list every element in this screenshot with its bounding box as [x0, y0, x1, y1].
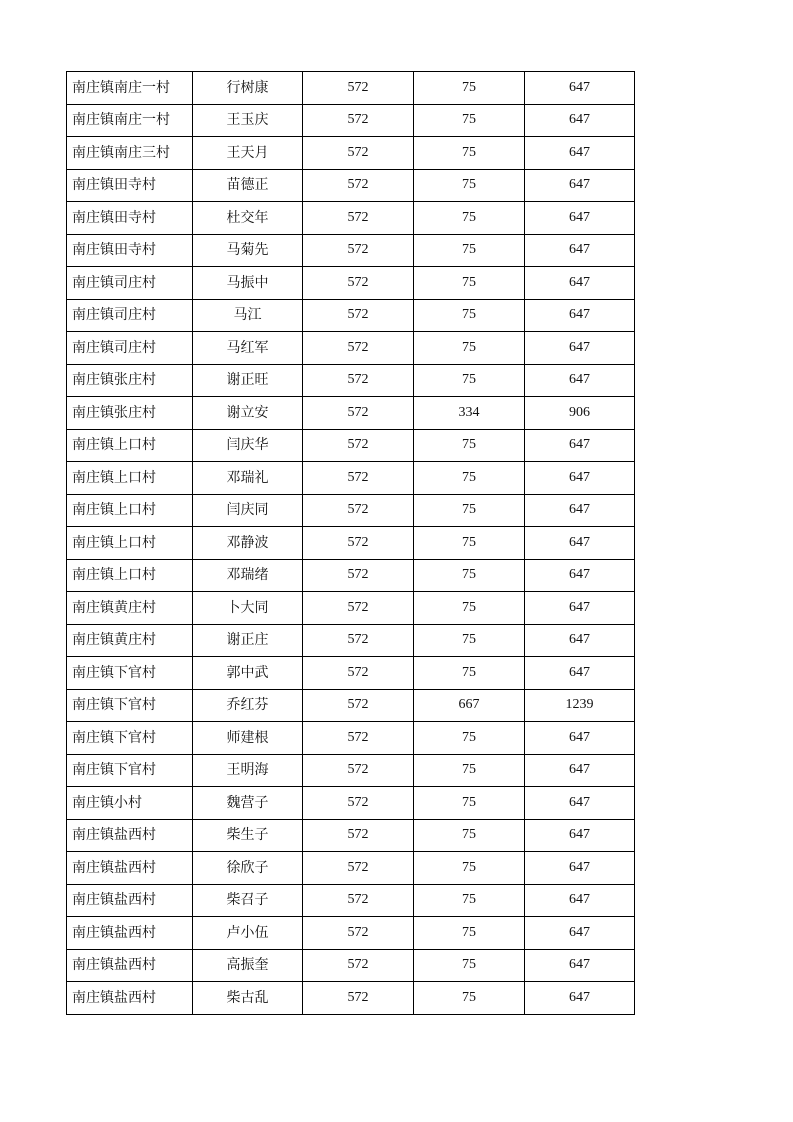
- amount-b-cell: 75: [414, 624, 525, 657]
- person-name-cell: 苗德正: [193, 169, 303, 202]
- amount-b-cell: 75: [414, 852, 525, 885]
- table-row: [67, 429, 635, 462]
- amount-a-cell: 572: [303, 624, 414, 657]
- amount-a-cell: 572: [303, 397, 414, 430]
- total-cell: 647: [525, 624, 635, 657]
- person-name-cell: 谢立安: [193, 397, 303, 430]
- total-cell: 647: [525, 72, 635, 105]
- table-row: [67, 234, 635, 267]
- total-cell: 647: [525, 299, 635, 332]
- total-cell: 647: [525, 592, 635, 625]
- table-row: [67, 299, 635, 332]
- total-cell: 647: [525, 722, 635, 755]
- amount-a-cell: 572: [303, 462, 414, 495]
- total-cell: 647: [525, 917, 635, 950]
- village-cell: 南庄镇黄庄村: [67, 592, 193, 625]
- table-row: [67, 884, 635, 917]
- village-cell: 南庄镇下官村: [67, 657, 193, 690]
- person-name-cell: 高振奎: [193, 949, 303, 982]
- village-cell: 南庄镇张庄村: [67, 397, 193, 430]
- total-cell: 647: [525, 364, 635, 397]
- amount-a-cell: 572: [303, 592, 414, 625]
- amount-a-cell: 572: [303, 917, 414, 950]
- village-cell: 南庄镇盐西村: [67, 852, 193, 885]
- person-name-cell: 马红军: [193, 332, 303, 365]
- amount-a-cell: 572: [303, 364, 414, 397]
- amount-a-cell: 572: [303, 234, 414, 267]
- total-cell: 647: [525, 982, 635, 1015]
- village-cell: 南庄镇司庄村: [67, 332, 193, 365]
- table-row: [67, 169, 635, 202]
- amount-a-cell: 572: [303, 819, 414, 852]
- person-name-cell: 马菊先: [193, 234, 303, 267]
- amount-a-cell: 572: [303, 722, 414, 755]
- amount-a-cell: 572: [303, 884, 414, 917]
- amount-b-cell: 75: [414, 949, 525, 982]
- amount-b-cell: 75: [414, 332, 525, 365]
- table-row: [67, 657, 635, 690]
- table-row: [67, 494, 635, 527]
- table-row: [67, 397, 635, 430]
- person-name-cell: 徐欣子: [193, 852, 303, 885]
- amount-a-cell: 572: [303, 332, 414, 365]
- person-name-cell: 闫庆同: [193, 494, 303, 527]
- table-row: [67, 462, 635, 495]
- amount-b-cell: 667: [414, 689, 525, 722]
- amount-b-cell: 75: [414, 559, 525, 592]
- amount-b-cell: 75: [414, 72, 525, 105]
- table-row: [67, 72, 635, 105]
- person-name-cell: 魏营子: [193, 787, 303, 820]
- table-row: [67, 332, 635, 365]
- person-name-cell: 邓静波: [193, 527, 303, 560]
- person-name-cell: 邓瑞礼: [193, 462, 303, 495]
- person-name-cell: 郭中武: [193, 657, 303, 690]
- village-cell: 南庄镇田寺村: [67, 234, 193, 267]
- village-cell: 南庄镇下官村: [67, 689, 193, 722]
- amount-b-cell: 75: [414, 787, 525, 820]
- person-name-cell: 谢正庄: [193, 624, 303, 657]
- person-name-cell: 杜交年: [193, 202, 303, 235]
- person-name-cell: 马振中: [193, 267, 303, 300]
- village-cell: 南庄镇上口村: [67, 527, 193, 560]
- amount-a-cell: 572: [303, 982, 414, 1015]
- amount-b-cell: 75: [414, 917, 525, 950]
- amount-b-cell: 75: [414, 202, 525, 235]
- total-cell: 647: [525, 559, 635, 592]
- table-row: [67, 104, 635, 137]
- total-cell: 647: [525, 104, 635, 137]
- village-cell: 南庄镇南庄三村: [67, 137, 193, 170]
- person-name-cell: 闫庆华: [193, 429, 303, 462]
- total-cell: 647: [525, 527, 635, 560]
- village-cell: 南庄镇司庄村: [67, 299, 193, 332]
- person-name-cell: 师建根: [193, 722, 303, 755]
- village-cell: 南庄镇上口村: [67, 429, 193, 462]
- village-cell: 南庄镇下官村: [67, 722, 193, 755]
- total-cell: 647: [525, 267, 635, 300]
- amount-a-cell: 572: [303, 267, 414, 300]
- total-cell: 647: [525, 787, 635, 820]
- amount-b-cell: 75: [414, 527, 525, 560]
- table-body: [67, 72, 635, 1015]
- person-name-cell: 谢正旺: [193, 364, 303, 397]
- amount-b-cell: 75: [414, 169, 525, 202]
- table-row: [67, 202, 635, 235]
- amount-b-cell: 75: [414, 137, 525, 170]
- village-cell: 南庄镇张庄村: [67, 364, 193, 397]
- data-table: [66, 71, 635, 1015]
- village-cell: 南庄镇黄庄村: [67, 624, 193, 657]
- total-cell: 647: [525, 657, 635, 690]
- village-cell: 南庄镇田寺村: [67, 169, 193, 202]
- person-name-cell: 王明海: [193, 754, 303, 787]
- village-cell: 南庄镇上口村: [67, 462, 193, 495]
- village-cell: 南庄镇司庄村: [67, 267, 193, 300]
- amount-a-cell: 572: [303, 852, 414, 885]
- village-cell: 南庄镇盐西村: [67, 819, 193, 852]
- village-cell: 南庄镇盐西村: [67, 917, 193, 950]
- person-name-cell: 柴古乱: [193, 982, 303, 1015]
- table-row: [67, 527, 635, 560]
- amount-b-cell: 334: [414, 397, 525, 430]
- table-row: [67, 982, 635, 1015]
- total-cell: 647: [525, 949, 635, 982]
- amount-b-cell: 75: [414, 234, 525, 267]
- table-row: [67, 917, 635, 950]
- amount-a-cell: 572: [303, 657, 414, 690]
- person-name-cell: 乔红芬: [193, 689, 303, 722]
- amount-a-cell: 572: [303, 527, 414, 560]
- person-name-cell: 王玉庆: [193, 104, 303, 137]
- table-row: [67, 852, 635, 885]
- village-cell: 南庄镇盐西村: [67, 949, 193, 982]
- total-cell: 647: [525, 429, 635, 462]
- total-cell: 1239: [525, 689, 635, 722]
- total-cell: 647: [525, 202, 635, 235]
- amount-a-cell: 572: [303, 559, 414, 592]
- table-row: [67, 689, 635, 722]
- amount-a-cell: 572: [303, 202, 414, 235]
- amount-a-cell: 572: [303, 787, 414, 820]
- amount-b-cell: 75: [414, 299, 525, 332]
- total-cell: 647: [525, 852, 635, 885]
- total-cell: 906: [525, 397, 635, 430]
- amount-b-cell: 75: [414, 462, 525, 495]
- total-cell: 647: [525, 754, 635, 787]
- person-name-cell: 行树康: [193, 72, 303, 105]
- amount-a-cell: 572: [303, 299, 414, 332]
- village-cell: 南庄镇小村: [67, 787, 193, 820]
- amount-a-cell: 572: [303, 754, 414, 787]
- amount-b-cell: 75: [414, 592, 525, 625]
- person-name-cell: 卢小伍: [193, 917, 303, 950]
- total-cell: 647: [525, 462, 635, 495]
- amount-b-cell: 75: [414, 819, 525, 852]
- amount-b-cell: 75: [414, 884, 525, 917]
- village-cell: 南庄镇盐西村: [67, 884, 193, 917]
- amount-b-cell: 75: [414, 722, 525, 755]
- person-name-cell: 柴召子: [193, 884, 303, 917]
- total-cell: 647: [525, 169, 635, 202]
- village-cell: 南庄镇南庄一村: [67, 104, 193, 137]
- person-name-cell: 王天月: [193, 137, 303, 170]
- amount-a-cell: 572: [303, 949, 414, 982]
- village-cell: 南庄镇上口村: [67, 494, 193, 527]
- person-name-cell: 邓瑞绪: [193, 559, 303, 592]
- village-cell: 南庄镇上口村: [67, 559, 193, 592]
- table-row: [67, 949, 635, 982]
- total-cell: 647: [525, 332, 635, 365]
- table-row: [67, 137, 635, 170]
- table-row: [67, 754, 635, 787]
- village-cell: 南庄镇田寺村: [67, 202, 193, 235]
- table-row: [67, 592, 635, 625]
- village-cell: 南庄镇盐西村: [67, 982, 193, 1015]
- amount-a-cell: 572: [303, 689, 414, 722]
- table-row: [67, 722, 635, 755]
- amount-b-cell: 75: [414, 754, 525, 787]
- amount-b-cell: 75: [414, 494, 525, 527]
- amount-b-cell: 75: [414, 982, 525, 1015]
- table-row: [67, 787, 635, 820]
- amount-a-cell: 572: [303, 72, 414, 105]
- person-name-cell: 柴生子: [193, 819, 303, 852]
- amount-b-cell: 75: [414, 104, 525, 137]
- table-row: [67, 559, 635, 592]
- amount-a-cell: 572: [303, 137, 414, 170]
- village-cell: 南庄镇南庄一村: [67, 72, 193, 105]
- table-row: [67, 267, 635, 300]
- total-cell: 647: [525, 494, 635, 527]
- amount-b-cell: 75: [414, 657, 525, 690]
- table-row: [67, 364, 635, 397]
- total-cell: 647: [525, 884, 635, 917]
- amount-b-cell: 75: [414, 429, 525, 462]
- person-name-cell: 马江: [193, 299, 303, 332]
- amount-a-cell: 572: [303, 429, 414, 462]
- table-row: [67, 624, 635, 657]
- amount-a-cell: 572: [303, 104, 414, 137]
- village-cell: 南庄镇下官村: [67, 754, 193, 787]
- amount-a-cell: 572: [303, 494, 414, 527]
- total-cell: 647: [525, 819, 635, 852]
- person-name-cell: 卜大同: [193, 592, 303, 625]
- amount-b-cell: 75: [414, 267, 525, 300]
- amount-a-cell: 572: [303, 169, 414, 202]
- amount-b-cell: 75: [414, 364, 525, 397]
- total-cell: 647: [525, 137, 635, 170]
- table-row: [67, 819, 635, 852]
- total-cell: 647: [525, 234, 635, 267]
